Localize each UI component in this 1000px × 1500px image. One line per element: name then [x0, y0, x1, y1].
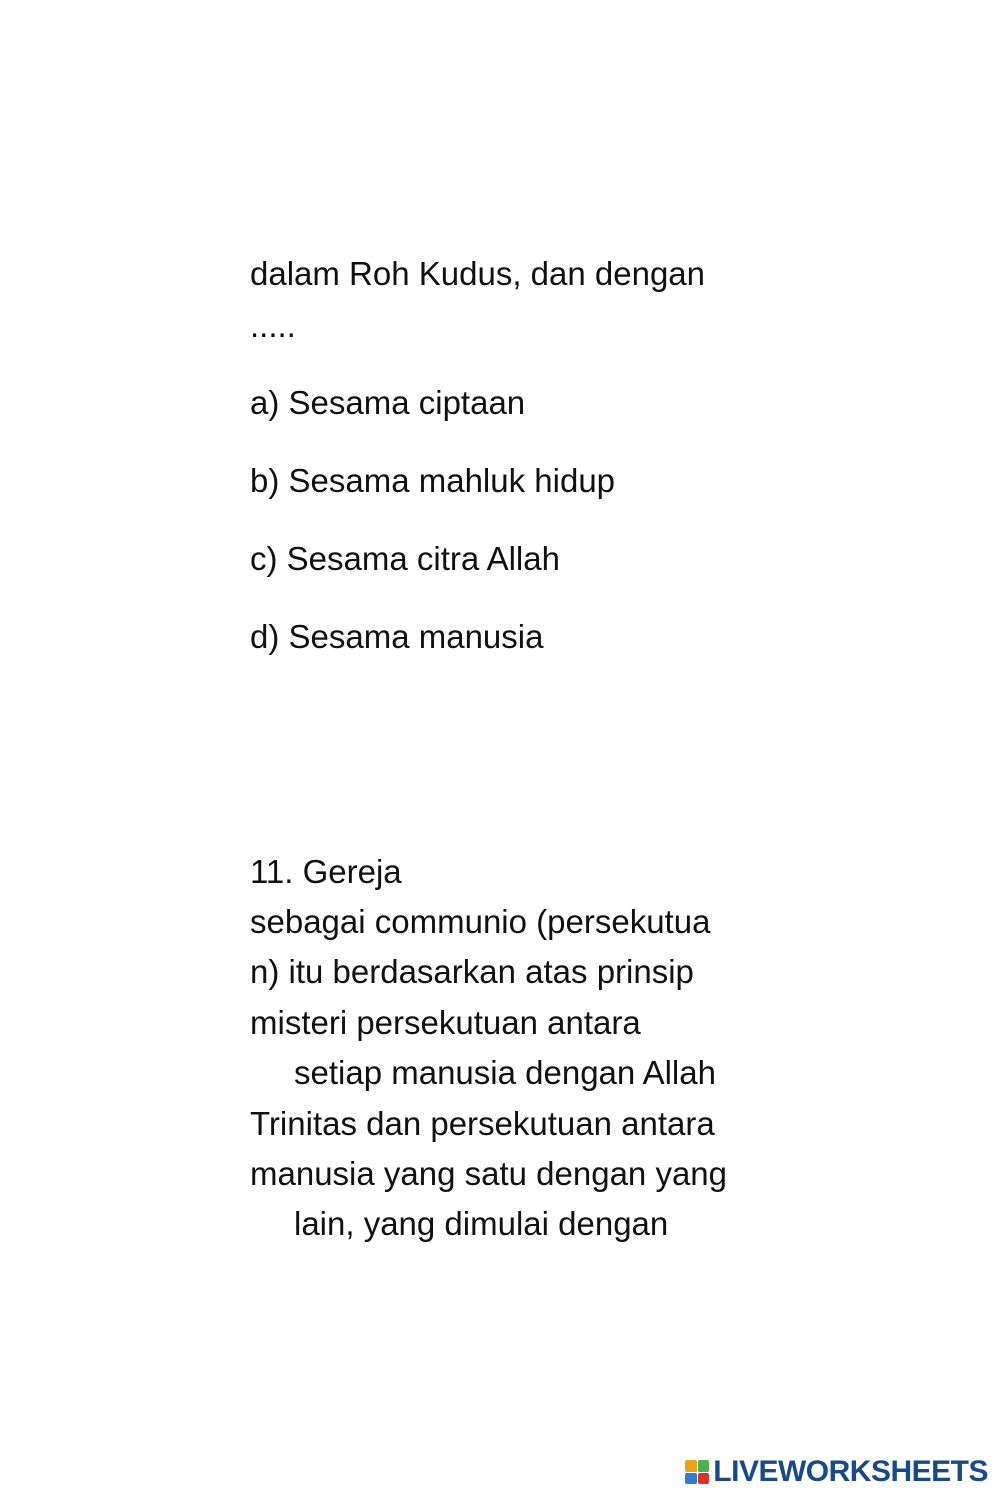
question-11-text-line: lain, yang dimulai dengan [294, 1205, 669, 1242]
answer-blank: ..... [250, 307, 296, 344]
option-a[interactable]: a) Sesama ciptaan [250, 384, 526, 421]
option-d[interactable]: d) Sesama manusia [250, 618, 544, 655]
question-11-text-line: manusia yang satu dengan yang [250, 1155, 728, 1192]
watermark-text: LIVEWORKSHEETS [713, 1455, 988, 1488]
question-11-text-line: n) itu berdasarkan atas prinsip [250, 953, 694, 990]
logo-square [698, 1460, 710, 1472]
question-11-text-line: misteri persekutuan antara [250, 1004, 641, 1041]
logo-square [685, 1460, 697, 1472]
logo-square [685, 1473, 697, 1485]
question-11-text-line: setiap manusia dengan Allah [294, 1054, 716, 1091]
question-11-text-line: sebagai communio (persekutua [250, 903, 711, 940]
question-11-text-line: Trinitas dan persekutuan antara [250, 1105, 715, 1142]
option-b[interactable]: b) Sesama mahluk hidup [250, 462, 616, 499]
question-11-number: 11. Gereja [250, 853, 402, 890]
logo-square [698, 1473, 710, 1485]
option-c[interactable]: c) Sesama citra Allah [250, 540, 560, 577]
liveworksheets-watermark [685, 1454, 988, 1490]
question-text-line: dalam Roh Kudus, dan dengan [250, 255, 706, 292]
liveworksheets-logo-icon [685, 1460, 709, 1484]
